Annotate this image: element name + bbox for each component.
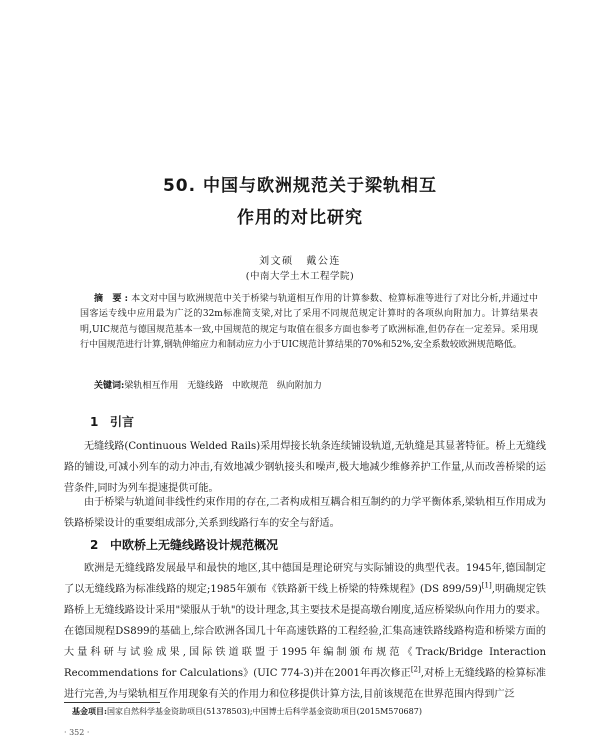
intro-paragraph-1: 无缝线路(Continuous Welded Rails)采用焊接长轨条连续铺设轨道,无轨缝是其显著特征。桥上无缝线路的铺设,可减小列车的动力冲击,有效地减少钢轨接头和噪声,极大地减少维修养护工作量,从而改善桥梁的运营条件,同时为列车提速提供可能。 <box>64 441 546 494</box>
standards-text-part-1: 欧洲是无缝线路发展最早和最快的地区,其中德国是理论研究与实际铺设的典型代表。1945年,德国制定了以无缝线路为标准线路的规定;1985年颁布《铁路新干线上桥梁的特殊规程》(DS 899/59) <box>64 563 546 595</box>
footnote <box>72 706 422 717</box>
footnote-text: 国家自然科学基金资助项目(51378503);中国博士后科学基金资助项目(2015M570687) <box>106 707 422 716</box>
affiliation: (中南大学土木工程学院) <box>245 271 355 282</box>
section-title: 中欧桥上无缝线路设计规范概况 <box>110 538 279 552</box>
standards-text-part-3: ,对桥上无缝线路的检算标准进行完善,为与梁轨相互作用现象有关的作用力和位移提供计算方法,目前该规范在世界范围内得到广泛 <box>64 668 546 700</box>
standards-paragraph <box>64 558 546 705</box>
authors: 刘文硕 戴公连 <box>259 256 341 267</box>
standards-text-part-2: ,明确规定铁路桥上无缝线路设计采用"梁服从于轨"的设计理念,其主要技术是提高墩台刚度,适应桥梁纵向作用力的要求。在德国规程DS899的基础上,综合欧洲各国几十年高速铁路的工程经验,汇集高速铁路线路构造和桥梁方面的大量科研与试验成果,国际铁道联盟于1995年编制颁布规范《Track/Bridge Interaction Recommendations for Calculations》(UIC 774-3)并在2001年再次修正 <box>64 584 546 679</box>
paper-title-line-1: 50. 中国与欧洲规范关于梁轨相互 <box>162 176 438 196</box>
section-number: 1 <box>90 415 99 429</box>
section-title: 引言 <box>110 415 135 429</box>
section-heading-standards-overview <box>90 536 278 553</box>
footnote-label: 基金项目: <box>72 706 107 716</box>
abstract <box>80 292 538 354</box>
section-heading-introduction <box>90 413 134 430</box>
abstract-text: 本文对中国与欧洲规范中关于桥梁与轨道相互作用的计算参数、检算标准等进行了对比分析,并通过中国客运专线中应用最为广泛的32m标准简支梁,对比了采用不同规范规定计算时的各项纵向附加力。计算结果表明,UIC规范与德国规范基本一致,中国规范的规定与取值在很多方面也参考了欧洲标准,但仍存在一定差异。采用现行中国规范进行计算,钢轨伸缩应力和制动应力小于UIC规范计算结果的70%和52%,安全系数较欧洲规范略低。 <box>80 294 538 351</box>
section-number: 2 <box>90 538 99 552</box>
citation-ref-1: [1] <box>481 581 492 590</box>
page-number: · 352 · <box>64 728 90 737</box>
paper-title-line-2: 作用的对比研究 <box>237 208 363 228</box>
footnote-divider <box>64 702 160 703</box>
abstract-label: 摘 要: <box>94 294 131 304</box>
intro-paragraph-2: 由于桥梁与轨道间非线性约束作用的存在,二者构成相互耦合相互制约的力学平衡体系,梁轨相互作用成为铁路桥梁设计的重要组成部分,关系到线路行车的安全与舒适。 <box>64 497 546 529</box>
keywords <box>94 378 538 391</box>
keywords-text: 梁轨相互作用 无缝线路 中欧规范 纵向附加力 <box>124 381 322 391</box>
keywords-label: 关键词: <box>94 381 125 391</box>
citation-ref-2: [2] <box>410 665 421 674</box>
